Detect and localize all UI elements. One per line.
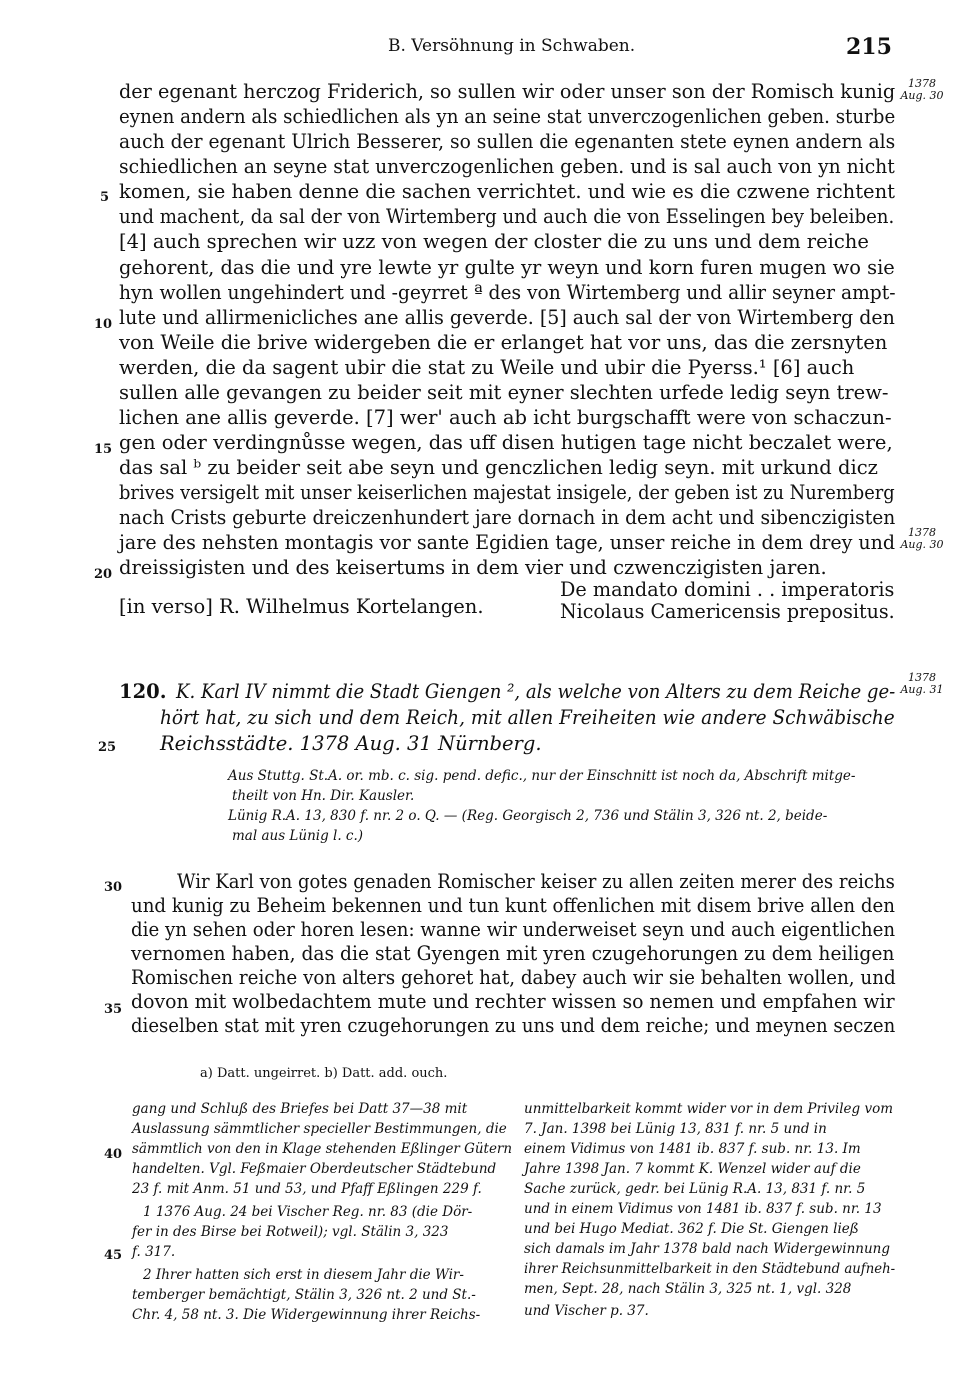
regest-line: hört hat, zu sich und dem Reich, mit allen Freiheiten wie andere Schwäbische bbox=[160, 706, 895, 729]
footnote-line: sich damals im Jahr 1378 bald nach Widergewinnung bbox=[524, 1241, 891, 1257]
margin-date bbox=[898, 527, 946, 551]
line-number: 30 bbox=[104, 880, 123, 895]
text-line: lute und allirmenicliches ane allis geverde. [5] auch sal der von Wirtemberg den bbox=[119, 306, 895, 329]
footnote-line: ihrer Reichsunmittelbarkeit in den Städtebund aufneh- bbox=[524, 1261, 896, 1277]
text-line: nach Crists geburte dreiczenhundert jare dornach in dem acht und sibenczigisten bbox=[119, 506, 896, 529]
footnote-line: handelten. Vgl. Feßmaier Oberdeutscher Städtebund bbox=[132, 1161, 497, 1177]
mandato-line: De mandato domini . . imperatoris bbox=[560, 578, 895, 601]
line-number: 35 bbox=[104, 1002, 123, 1017]
footnote-line: und bei Hugo Mediat. 362 f. Die St. Giengen ließ bbox=[524, 1221, 859, 1237]
margin-year: 1378 bbox=[908, 77, 936, 90]
line-number: 25 bbox=[98, 740, 117, 755]
apparatus-note: a) Datt. ungeirret. b) Datt. add. ouch. bbox=[200, 1066, 448, 1081]
footnote-line: Auslassung sämmtlicher specieller Bestimmungen, die bbox=[132, 1121, 507, 1137]
footnote-line: unmittelbarkeit kommt wider vor in dem Privileg vom bbox=[524, 1101, 894, 1117]
line-number: 20 bbox=[94, 567, 113, 582]
line-number: 40 bbox=[104, 1147, 123, 1162]
footnote-line: men, Sept. 28, nach Stälin 3, 325 nt. 1, vgl. 328 bbox=[524, 1281, 852, 1297]
margin-day: Aug. 30 bbox=[900, 89, 944, 102]
page-number: 215 bbox=[846, 34, 892, 60]
footnote-line: 1 1376 Aug. 24 bei Vischer Reg. nr. 83 (die Dör- bbox=[143, 1204, 473, 1220]
margin-year: 1378 bbox=[908, 671, 936, 684]
text-line: das sal ᵇ zu beider seit abe seyn und genczlichen ledig seyn. mit urkund dicz bbox=[119, 456, 878, 479]
text-line: und machent, da sal der von Wirtemberg und auch die von Esselingen bey beleiben. bbox=[119, 205, 895, 228]
regest-line: Reichsstädte. 1378 Aug. 31 Nürnberg. bbox=[160, 732, 542, 755]
text-line: lichen ane allis geverde. [7] wer' auch ab icht burgschafft were von schaczun- bbox=[119, 406, 892, 429]
text-line: Romischen reiche von alters gehoret hat, dabey auch wir sie behalten wollen, und bbox=[131, 966, 896, 989]
margin-year: 1378 bbox=[908, 526, 936, 539]
footnote-line: Sache zurück, gedr. bei Lünig R.A. 13, 831 f. nr. 5 bbox=[524, 1181, 866, 1197]
footnote-line: f. 317. bbox=[132, 1244, 176, 1260]
text-line: der egenant herczog Friderich, so sullen wir oder unser son der Romisch kunig bbox=[119, 80, 896, 103]
text-line: und kunig zu Beheim bekennen und tun kunt offenlichen mit disem brive allen den bbox=[131, 894, 895, 917]
verso-note: [in verso] R. Wilhelmus Kortelangen. bbox=[119, 595, 484, 618]
text-line: gen oder verdingnůsse wegen, das uff disen hutigen tage nicht beczalet were, bbox=[119, 431, 893, 454]
footnote-line: fer in des Birse bei Rotweil); vgl. Stälin 3, 323 bbox=[132, 1224, 449, 1240]
margin-day: Aug. 30 bbox=[900, 538, 944, 551]
regest-line: K. Karl IV nimmt die Stadt Giengen ², als welche von Alters zu dem Reiche ge- bbox=[176, 680, 896, 703]
line-number: 5 bbox=[100, 190, 110, 205]
footnote-line: gang und Schluß des Briefes bei Datt 37—38 mit bbox=[132, 1101, 468, 1117]
text-line: die yn sehen oder horen lesen: wanne wir underweiset seyn und auch eigentlichen bbox=[131, 918, 896, 941]
text-line: eynen andern als schiedlichen als yn an seine stat unverczogenlichen geben. sturbe bbox=[119, 105, 896, 128]
footnote-line: 2 Ihrer hatten sich erst in diesem Jahr die Wir- bbox=[143, 1267, 464, 1283]
text-line: dovon mit wolbedachtem mute und rechter wissen so nemen und empfahen wir bbox=[131, 990, 895, 1013]
text-line: gehorent, das die und yre lewte yr gulte yr weyn und korn furen mugen wo sie bbox=[119, 256, 895, 279]
footnote-line: 7. Jan. 1398 bei Lünig 13, 831 f. nr. 5 und in bbox=[524, 1121, 827, 1137]
text-line: brives versigelt mit unser keiserlichen majestat insigele, der geben ist zu Nuremberg bbox=[119, 481, 895, 504]
margin-date bbox=[898, 78, 946, 102]
footnote-line: Jahre 1398 Jan. 7 kommt K. Wenzel wider auf die bbox=[524, 1161, 861, 1177]
text-line: von Weile die brive widergeben die er erlanget hat vor uns, das die zersnyten bbox=[119, 331, 888, 354]
source-line: theilt von Hn. Dir. Kausler. bbox=[232, 788, 415, 804]
running-title: B. Versöhnung in Schwaben. bbox=[388, 36, 636, 56]
source-line: Lünig R.A. 13, 830 f. nr. 2 o. Q. — (Reg. Georgisch 2, 736 und Stälin 3, 326 nt. 2, beide- bbox=[228, 808, 828, 824]
footnote-line: temberger bemächtigt, Stälin 3, 326 nt. 2 und St.- bbox=[132, 1287, 476, 1303]
text-line: jare des nehsten montagis vor sante Egidien tage, unser reiche in dem drey und bbox=[119, 531, 896, 554]
text-line: dieselben stat mit yren czugehorungen zu uns und dem reiche; und meynen seczen bbox=[131, 1014, 896, 1037]
footnote-line: 23 f. mit Anm. 51 und 53, und Pfaff Eßlingen 229 f. bbox=[132, 1181, 482, 1197]
text-line: dreissigisten und des keisertums in dem vier und czwenczigisten jaren. bbox=[119, 556, 827, 579]
line-number: 45 bbox=[104, 1248, 123, 1263]
line-number: 10 bbox=[94, 317, 113, 332]
text-line: hyn wollen ungehindert und -geyrret ª des von Wirtemberg und allir seyner ampt- bbox=[119, 281, 896, 304]
source-line: Aus Stuttg. St.A. or. mb. c. sig. pend. defic., nur der Einschnitt ist noch da, Abschrift mitge- bbox=[228, 768, 856, 784]
text-line: schiedlichen an seyne stat unverczogenlichen geben. und is sal auch von yn nicht bbox=[119, 155, 895, 178]
text-line: werden, die da sagent ubir die stat zu Weile und ubir die Pyerss.¹ [6] auch bbox=[119, 356, 855, 379]
footnote-line: und Vischer p. 37. bbox=[524, 1303, 649, 1319]
source-line: mal aus Lünig l. c.) bbox=[232, 828, 364, 844]
text-line: komen, sie haben denne die sachen verrichtet. und wie es die czwene richtent bbox=[119, 180, 895, 203]
text-line: vernomen haben, das die stat Gyengen mit yren czugehorungen zu dem heiligen bbox=[131, 942, 895, 965]
text-line: sullen alle gevangen zu beider seit mit eyner slechten urfede ledig seyn trew- bbox=[119, 381, 889, 404]
text-line: [4] auch sprechen wir uzz von wegen der closter die zu uns und dem reiche bbox=[119, 230, 869, 253]
footnote-line: einem Vidimus von 1481 ib. 837 f. sub. nr. 13. Im bbox=[524, 1141, 861, 1157]
margin-day: Aug. 31 bbox=[900, 683, 944, 696]
footnote-line: und in einem Vidimus von 1481 ib. 837 f. sub. nr. 13 bbox=[524, 1201, 882, 1217]
mandato-line: Nicolaus Camericensis prepositus. bbox=[560, 600, 895, 623]
line-number: 15 bbox=[94, 442, 113, 457]
text-line: Wir Karl von gotes genaden Romischer keiser zu allen zeiten merer des reichs bbox=[177, 870, 895, 893]
footnote-line: Chr. 4, 58 nt. 3. Die Widergewinnung ihrer Reichs- bbox=[132, 1307, 481, 1323]
text-line: auch der egenant Ulrich Besserer, so sullen die egenanten stete eynen andern als bbox=[119, 130, 896, 153]
footnote-line: sämmtlich von den in Klage stehenden Eßlinger Gütern bbox=[132, 1141, 513, 1157]
margin-date bbox=[898, 672, 946, 696]
doc-number: 120. bbox=[119, 680, 167, 703]
